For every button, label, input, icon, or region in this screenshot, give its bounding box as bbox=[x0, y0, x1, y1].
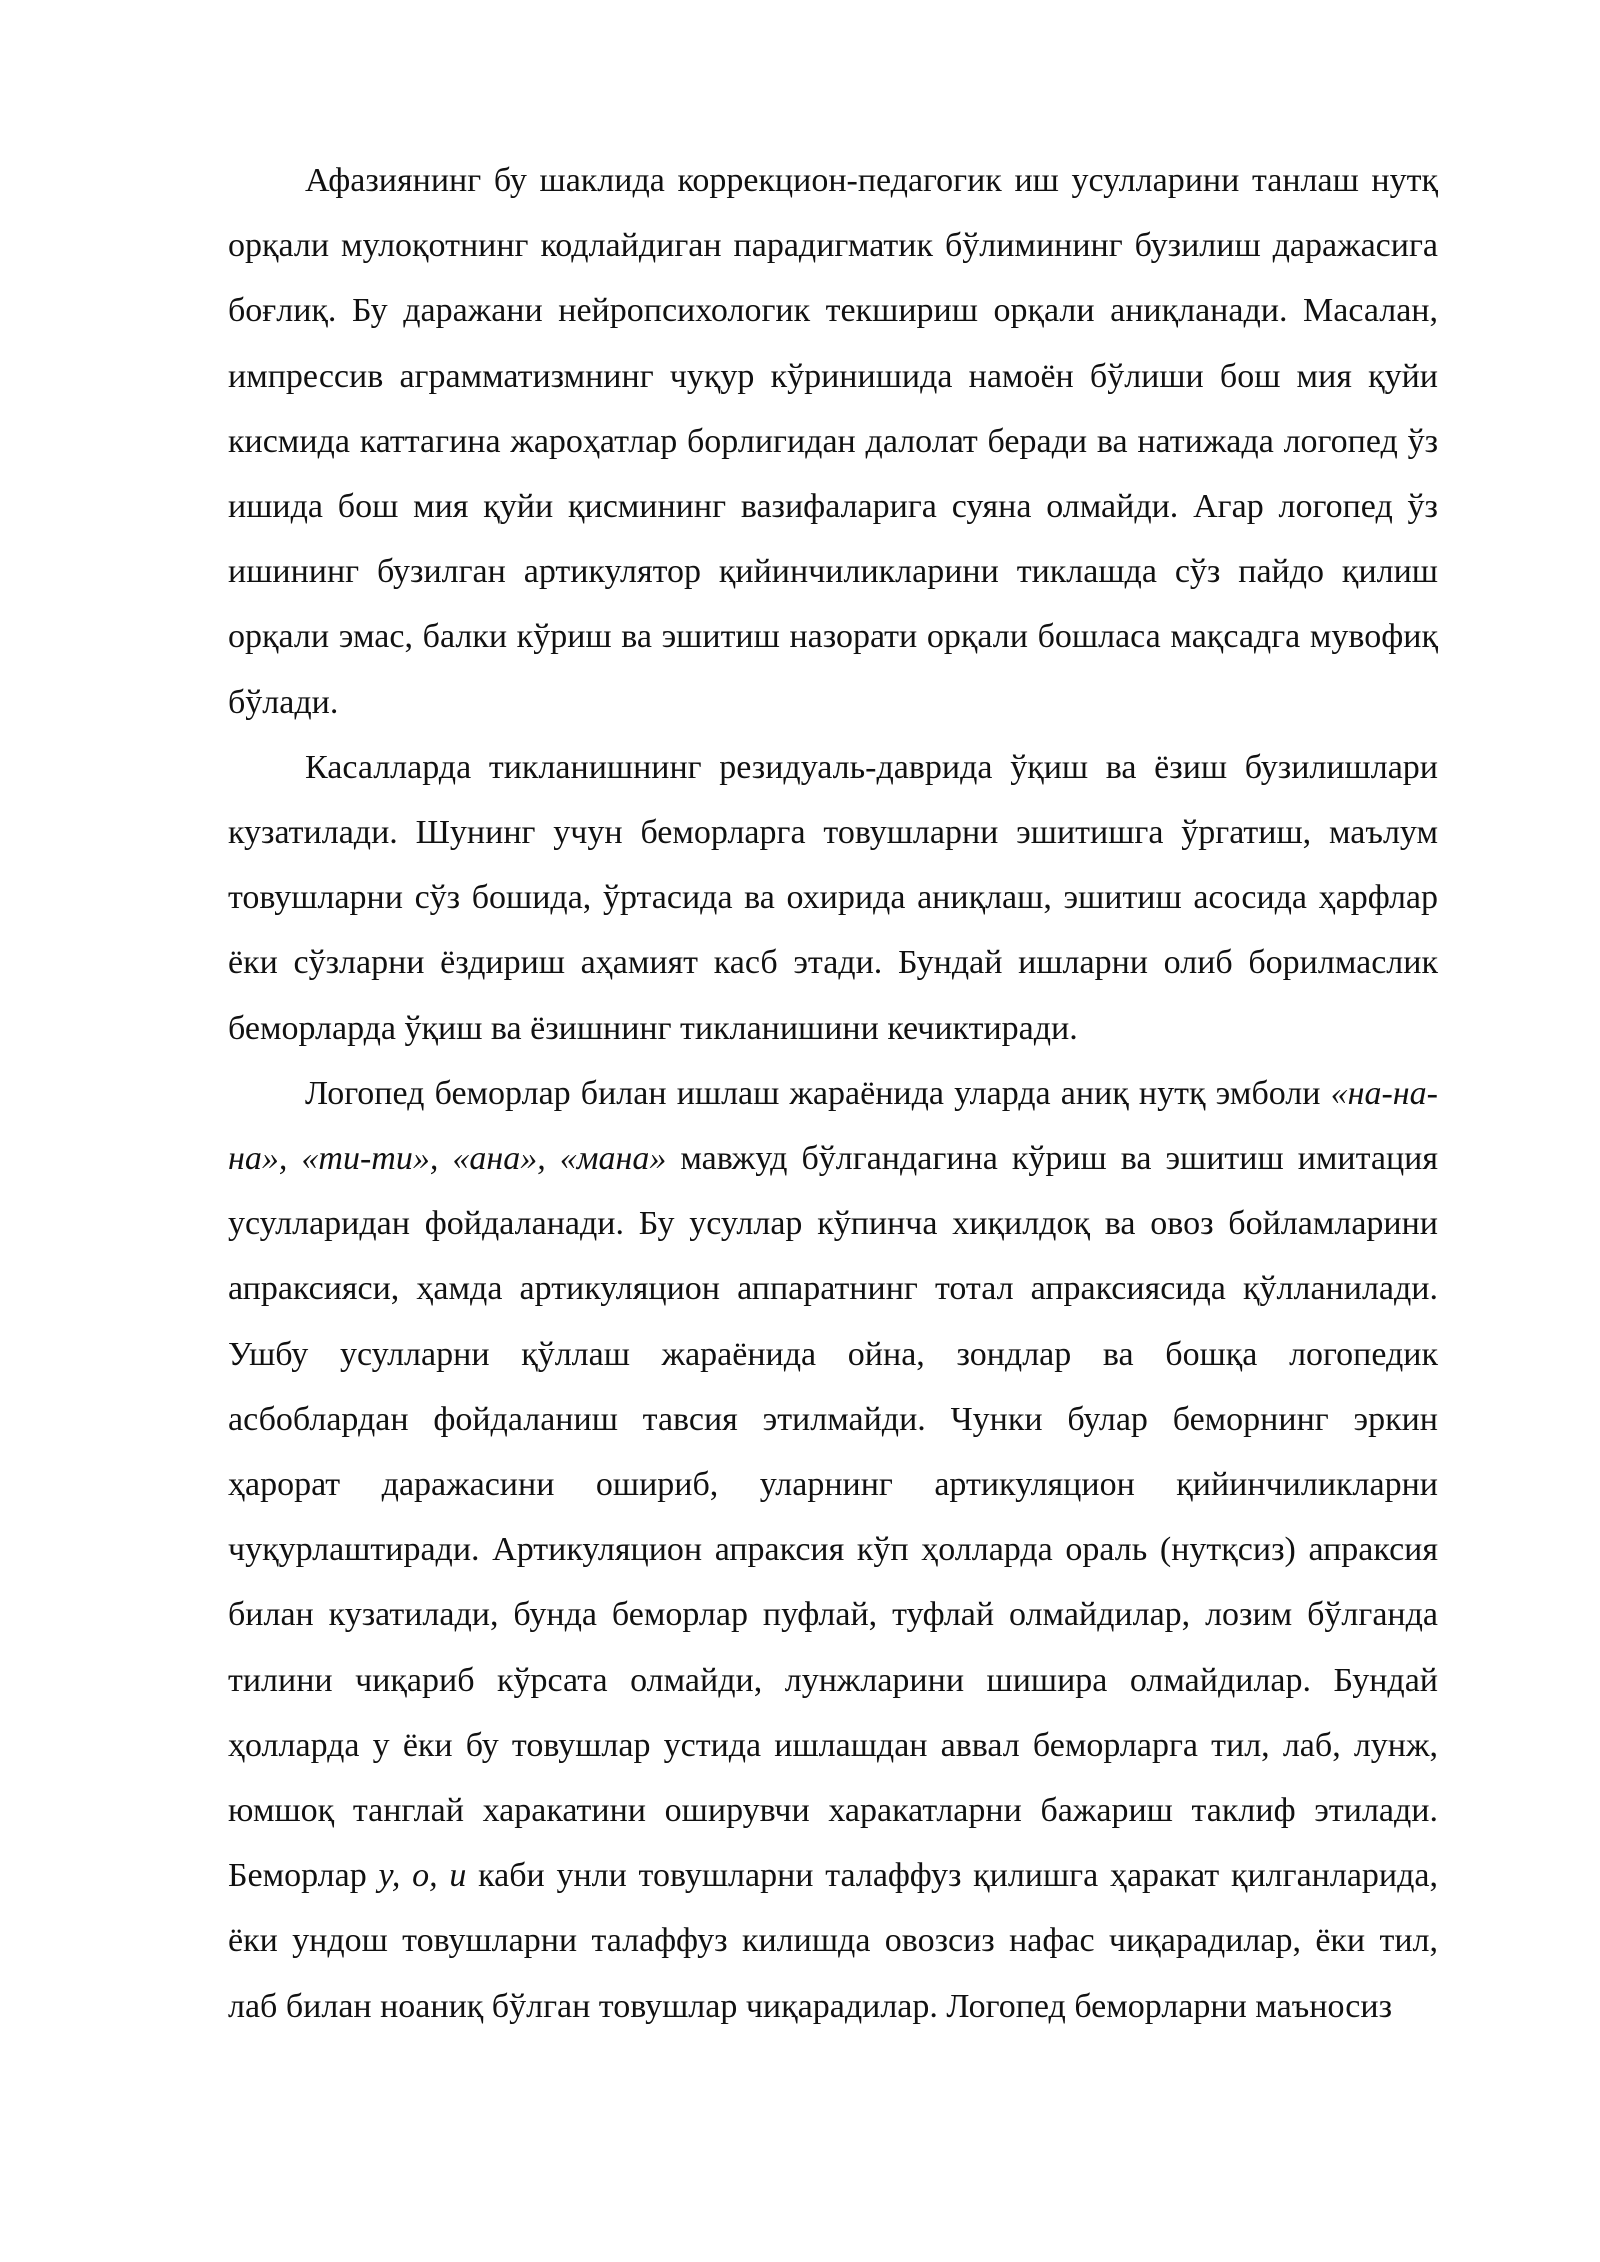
text-segment: мавжуд бўлгандагина кўриш ва эшитиш имитация усулларидан фойдаланади. Бу усуллар кўпинча хиқилдоқ ва овоз бойламларини апраксияси, ҳамда артикуляцион аппаратнинг тотал апраксиясида қўлланилади. Ушбу усулларни қўллаш жараёнида ойна, зондлар ва бошқа логопедик асбоблардан фойдаланиш тавсия этилмайди. Чунки булар беморнинг эркин ҳарорат даражасини ошириб, уларнинг артикуляцион қийинчиликларни чуқурлаштиради. Артикуляцион апраксия кўп ҳолларда ораль (нутқсиз) апраксия билан кузатилади, бунда беморлар пуфлай, туфлай олмайдилар, лозим бўлганда тилини чиқариб кўрсата олмайди, лунжларини шишира олмайдилар. Бундай ҳолларда у ёки бу товушлар устида ишлашдан аввал беморларга тил, лаб, лунж, юмшоқ танглай харакатини оширувчи харакатларни бажариш таклиф этилади. Беморлар bbox=[228, 1140, 1438, 1895]
paragraph-aphasia-methods bbox=[228, 148, 1438, 735]
paragraph-reading-writing bbox=[228, 735, 1438, 1061]
text-segment: Логопед беморлар билан ишлаш жараёнида уларда аниқ нутқ эмболи bbox=[305, 1074, 1331, 1112]
text-segment: Афазиянинг бу шаклида коррекцион-педагогик иш усулларини танлаш нутқ орқали мулоқотнинг кодлайдиган парадигматик бўлимининг бузилиш даражасига боғлиқ. Бу даражани нейропсихологик текшириш орқали аниқланади. Масалан, импрессив аграмматизмнинг чуқур кўринишида намоён бўлиши бош мия қуйи кисмида каттагина жароҳатлар борлигидан далолат беради ва натижада логопед ўз ишида бош мия қуйи қисмининг вазифаларига суяна олмайди. Агар логопед ўз ишининг бузилган артикулятор қийинчиликларини тиклашда сўз пайдо қилиш орқали эмас, балки кўриш ва эшитиш назорати орқали бошласа мақсадга мувофиқ бўлади. bbox=[228, 162, 1438, 721]
italic-text-segment: у, о, и bbox=[378, 1857, 467, 1895]
text-segment: Касалларда тикланишнинг резидуаль-даврида ўқиш ва ёзиш бузилишлари кузатилади. Шунинг учун беморларга товушларни эшитишга ўргатиш, маълум товушларни сўз бошида, ўртасида ва охирида аниқлаш, эшитиш асосида ҳарфлар ёки сўзларни ёздириш аҳамият касб этади. Бундай ишларни олиб борилмаслик беморларда ўқиш ва ёзишнинг тикланишини кечиктиради. bbox=[228, 748, 1438, 1047]
text-segment: каби унли товушларни талаффуз қилишга ҳаракат қилганларида, ёки ундош товушларни талаффуз килишда овозсиз нафас чиқарадилар, ёки тил, лаб билан ноаниқ бўлган товушлар чиқарадилар. Логопед беморларни маъносиз bbox=[228, 1857, 1438, 2025]
italic-text-segment: «на-на-на», «ти-ти», «ана», «мана» bbox=[228, 1074, 1438, 1178]
document-page bbox=[228, 148, 1438, 2039]
paragraph-imitation-methods bbox=[228, 1061, 1438, 2039]
